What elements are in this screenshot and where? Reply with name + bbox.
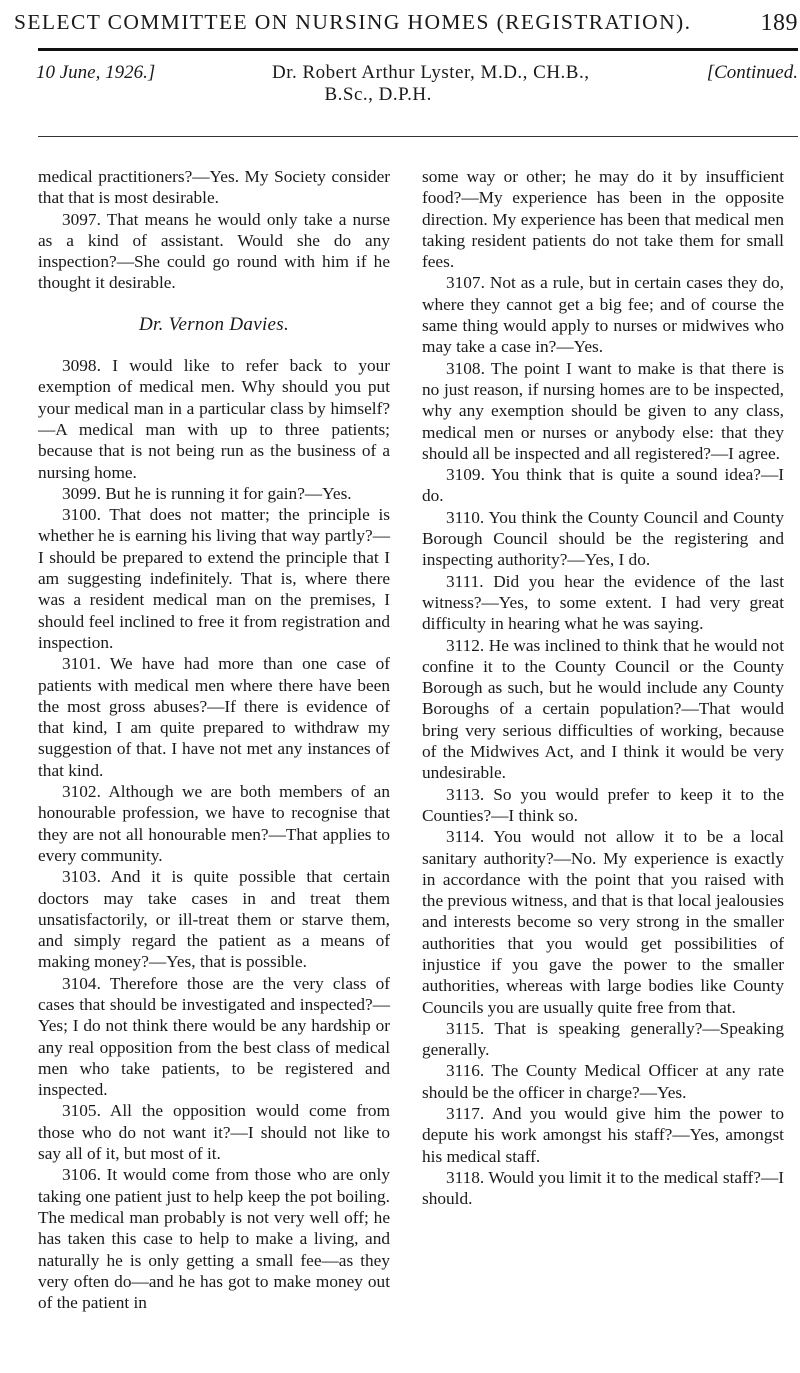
paragraph: 3102. Although we are both members of an honourable profession, we have to recognise that they are not all honourable men?—That applies to every community. [38,782,390,865]
right-column [422,166,784,1210]
speaker-heading: Dr. Vernon Davies. [139,313,289,335]
paragraph: 3109. You think that is quite a sound idea?—I do. [422,465,784,506]
hearing-date: 10 June, 1926.] [36,62,156,83]
paragraph: 3106. It would come from those who are only taking one patient just to help keep the pot boiling. The medical man probably is not very well off; he has taken this case to help to make a living, and naturally he is only getting a small fee—as they very often do—and he has got to make money out of the patient in [38,1165,390,1313]
header-rule [38,48,798,51]
paragraph: 3111. Did you hear the evidence of the last witness?—Yes, to some extent. I had very great difficulty in hearing what he was saying. [422,571,784,634]
paragraph: 3108. The point I want to make is that there is no just reason, if nursing homes are to be inspected, why any exemption should be given to any class, medical men or nurses or anybody else: that they should all be inspected and all registered?—I agree. [422,358,784,463]
paragraph: 3113. So you would prefer to keep it to the Counties?—I think so. [422,784,784,825]
paragraph: 3101. We have had more than one case of patients with medical men where there have been the most gross abuses?—If there is evidence of that kind, I am quite prepared to withdraw my suggestion of that. I have not met any instances of that kind. [38,654,390,780]
running-head [14,6,798,46]
sub-header-rule [38,136,798,137]
continued-marker: [Continued. [706,62,798,83]
paragraph: 3118. Would you limit it to the medical staff?—I should. [422,1167,784,1209]
paragraph: 3116. The County Medical Officer at any rate should be the officer in charge?—Yes. [422,1061,784,1102]
paragraph: 3100. That does not matter; the principle is whether he is earning his living that way partly?—I should be prepared to extend the principle that I am suggesting indefinitely. That is, where there was a resident medical man on the premises, I should feel inclined to free it from registration and inspection. [38,505,390,652]
paragraph: 3114. You would not allow it to be a local sanitary authority?—No. My experience is exactly in accordance with the point that you raised with the previous witness, and that is that local jealousies and interests become so very strong in the smaller authorities that you would get possibilities of injustice if you gave the power to the smaller authorities, whereas with large bodies like County Councils you are usually quite free from that. [422,827,784,1017]
paragraph: 3110. You think the County Council and County Borough Council should be the registering and inspecting authority?—Yes, I do. [422,507,784,570]
paragraph: 3117. And you would give him the power to depute his work amongst his staff?—Yes, amongst his medical staff. [422,1104,784,1166]
paragraph: medical practitioners?—Yes. My Society consider that that is most desirable. [38,167,390,208]
paragraph: 3105. All the opposition would come from those who do not want it?—I should not like to say all of it, but most of it. [38,1101,390,1164]
sub-header [36,62,800,132]
left-column [38,166,390,1313]
witness-name: Dr. Robert Arthur Lyster, M.D., CH.B., B.Sc., D.P.H. [272,62,590,105]
page-number: 189 [760,10,798,36]
paragraph: 3103. And it is quite possible that certain doctors may take cases in and treat them unsatisfactorily, or ill-treat them or starve them, and simply regard the patient as a means of making money?—Yes, that is possible. [38,867,390,972]
paragraph: 3097. That means he would only take a nurse as a kind of assistant. Would she do any inspection?—She could go round with him if he thought it desirable. [38,209,390,293]
paragraph: 3115. That is speaking generally?—Speaking generally. [422,1018,784,1060]
paragraph: 3104. Therefore those are the very class of cases that should be investigated and inspected?—Yes; I do not think there would be any hardship or any real opposition from the best class of medical men who take patients, to be registered and inspected. [38,973,390,1100]
paragraph: 3112. He was inclined to think that he would not confine it to the County Council or the County Borough as such, but he would include any County Boroughs of a certain population?—That would bring very serious difficulties of working, because of the Midwives Act, and I think it would be very undesirable. [422,635,784,783]
running-title: SELECT COMMITTEE ON NURSING HOMES (REGISTRATION). [14,10,692,34]
paragraph: 3107. Not as a rule, but in certain cases they do, where they cannot get a big fee; and of course the same thing would apply to nurses or midwives who may take a case in?—Yes. [422,273,784,357]
paragraph: some way or other; he may do it by insufficient food?—My experience has been in the opposite direction. My experience has been that medical men taking resident patients do not take them for small fees. [422,167,784,272]
paragraph: 3099. But he is running it for gain?—Yes. [62,483,352,503]
paragraph: 3098. I would like to refer back to your exemption of medical men. Why should you put your medical man in a particular class by himself?—A medical man with up to three patients; because that is not being run as the business of a nursing home. [38,356,390,482]
